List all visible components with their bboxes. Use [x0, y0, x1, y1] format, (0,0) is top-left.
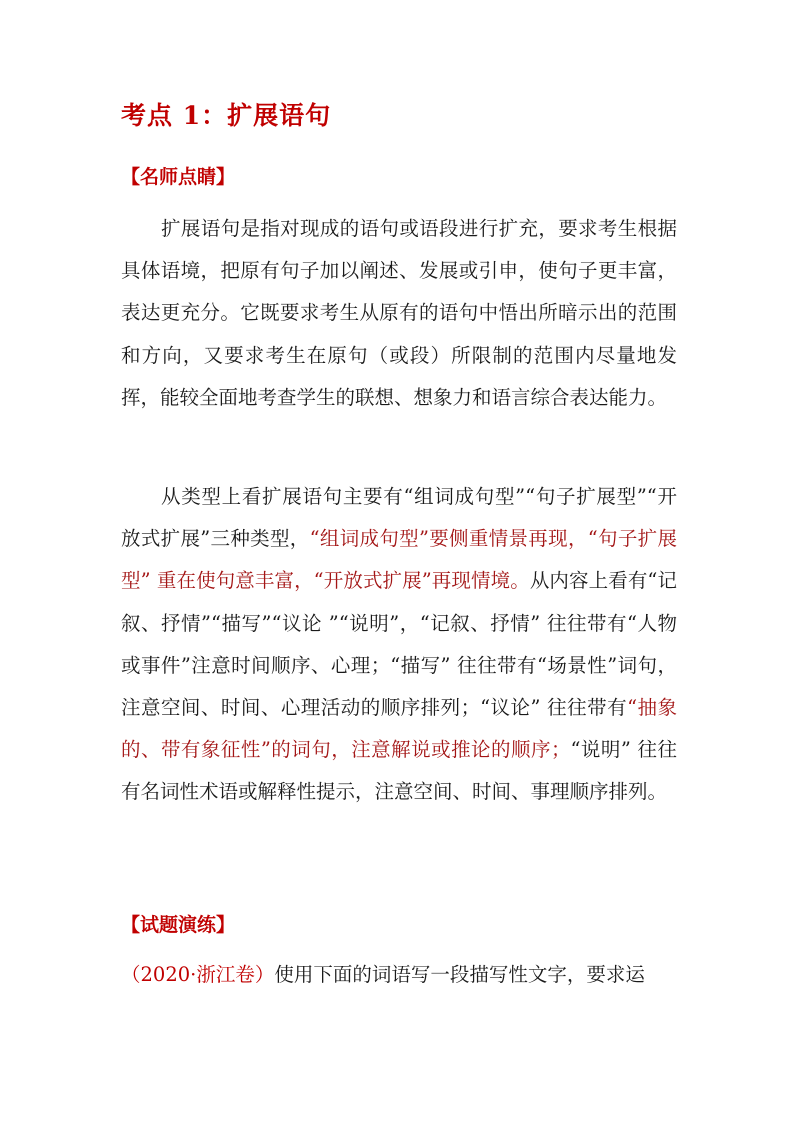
types-intro-text: 从类型上看扩展语句主要有“组词成句型”“句子扩展型”“开放式扩展”三种类型， — [121, 485, 677, 551]
explanation-text: “说明” 往往有名词性术语或解释性提示，注意空间、时间、事理顺序排列。 — [121, 738, 677, 804]
types-focus-text: “组词成句型”要侧重情景再现，“句子扩展型” 重在使句意丰富，“开放式扩展”再现情境。 — [121, 527, 677, 593]
question-source: （2020·浙江卷） — [121, 963, 275, 986]
page-title: 考点 1：扩展语句 — [121, 101, 332, 130]
argument-focus-text: “抽象的、带有象征性”的词句，注意解说或推论的顺序； — [121, 696, 677, 762]
practice-question — [121, 954, 677, 996]
question-text: 使用下面的词语写一段描写性文字，要求运 — [274, 963, 645, 986]
content-types-text: 从内容上看有“记叙、抒情”“描写”“议论 ”“说明”，“记叙、抒情” 往往带有“人物或事件”注意时间顺序、心理；“描写” 往往带有“场景性”词句，注意空间、时间、心理活动的顺序排列；“议论” 往往带有 — [121, 569, 677, 720]
section-heading-teacher-tips: 【名师点睛】 — [121, 166, 236, 188]
paragraph-types — [121, 476, 677, 814]
paragraph-definition: 扩展语句是指对现成的语句或语段进行扩充，要求考生根据具体语境，把原有句子加以阐述、发展或引申，使句子更丰富，表达更充分。它既要求考生从原有的语句中悟出所暗示出的范围和方向，又要求考生在原句（或段）所限制的范围内尽量地发挥，能较全面地考查学生的联想、想象力和语言综合表达能力。 — [121, 217, 677, 409]
section-heading-practice: 【试题演练】 — [121, 914, 236, 936]
